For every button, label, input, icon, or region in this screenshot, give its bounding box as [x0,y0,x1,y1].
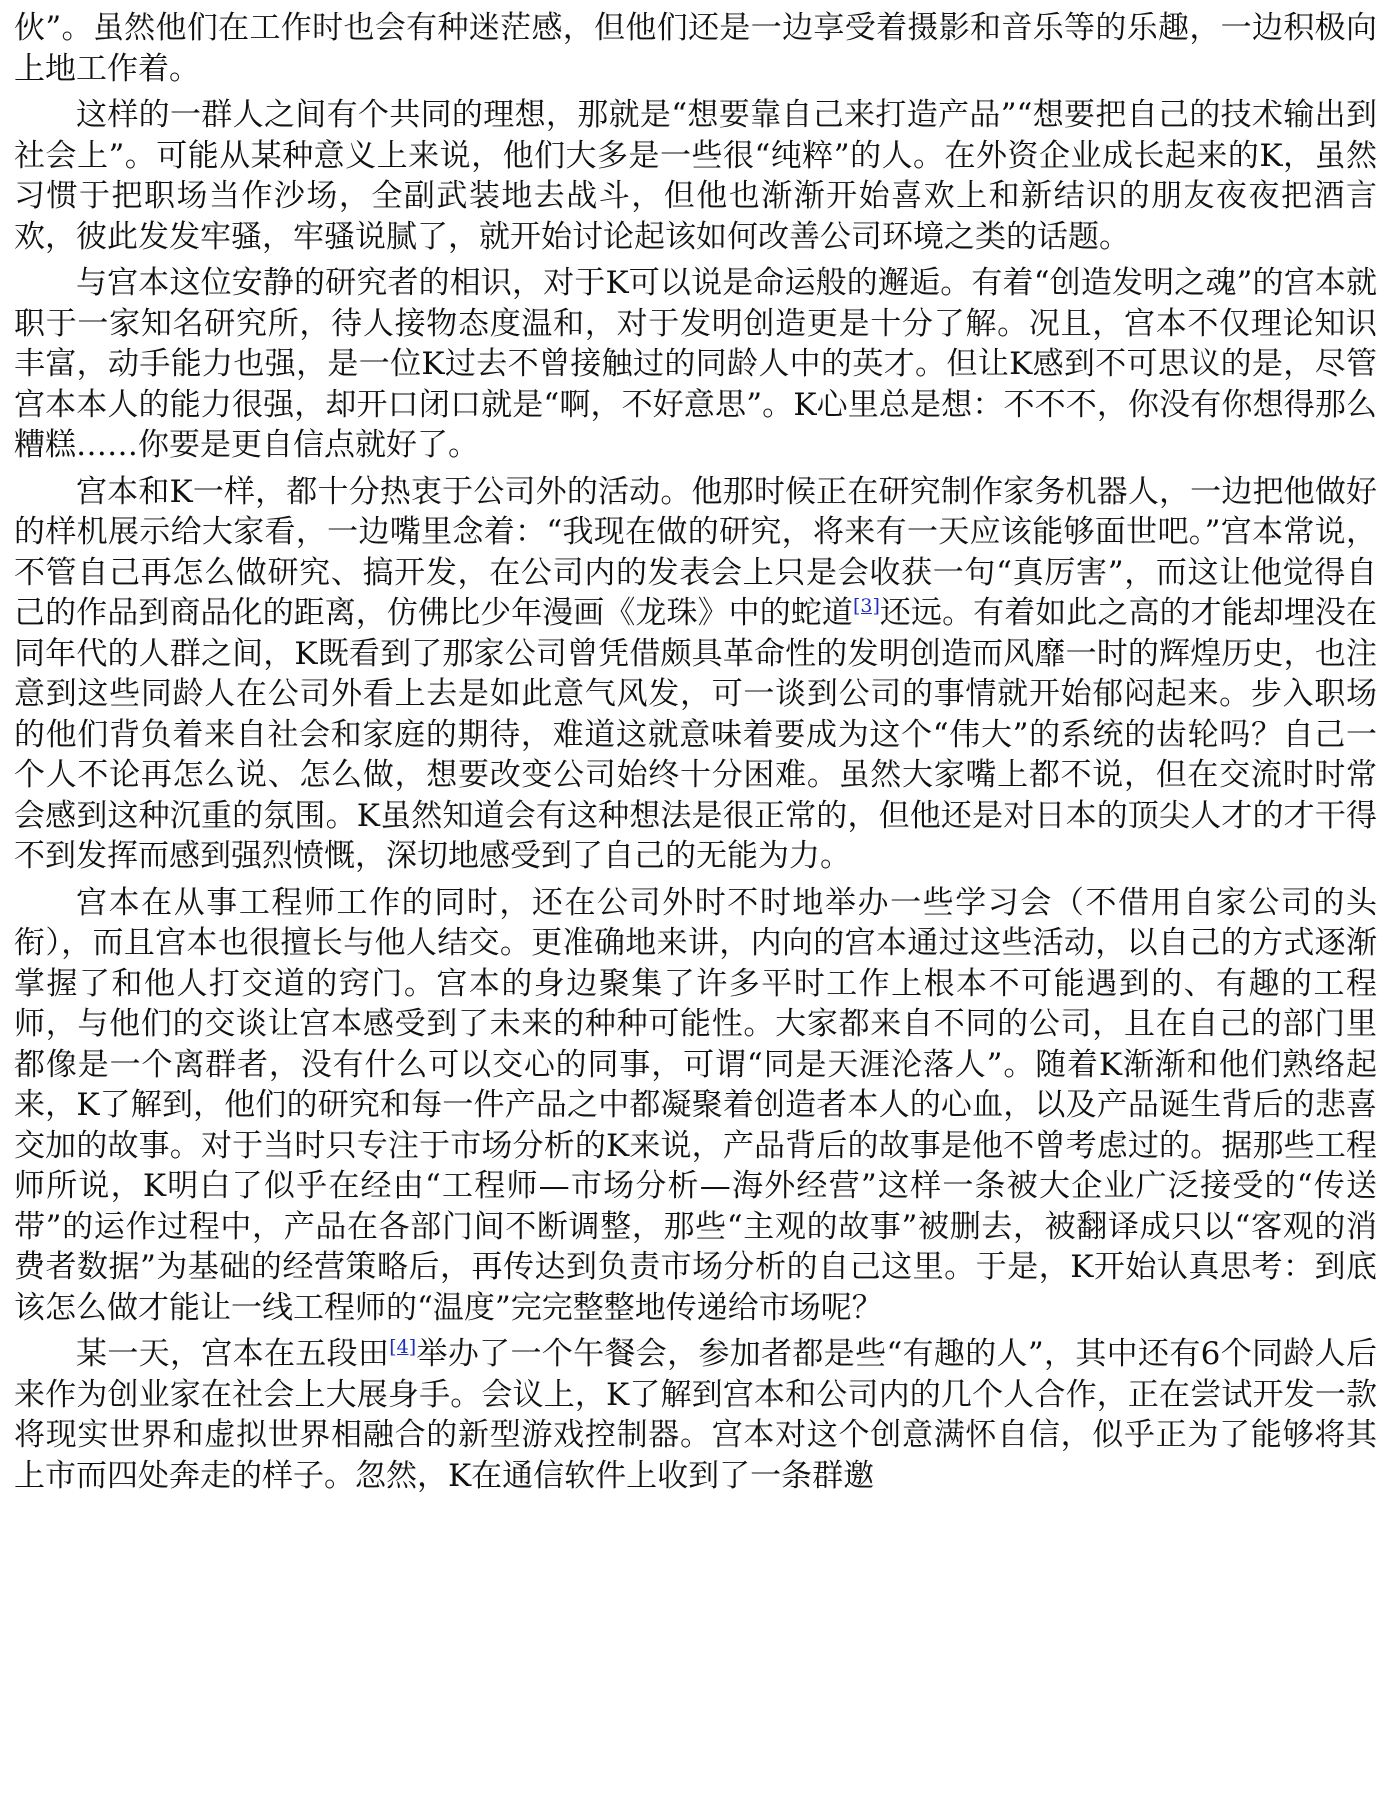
paragraph-text: 与宫本这位安静的研究者的相识，对于K可以说是命运般的邂逅。有着“创造发明之魂”的宫本就职于一家知名研究所，待人接物态度温和，对于发明创造更是十分了解。况且，宫本不仅理论知识丰富，动手能力也强，是一位K过去不曾接触过的同龄人中的英才。但让K感到不可思议的是，尽管宫本本人的能力很强，却开口闭口就是“啊，不好意思”。K心里总是想：不不不，你没有你想得那么糟糕……你要是更自信点就好了。 [14,265,1377,463]
paragraph-text: 举办了一个午餐会，参加者都是些“有趣的人”，其中还有6个同龄人后来作为创业家在社会上大展身手。会议上，K了解到宫本和公司内的几个人合作，正在尝试开发一款将现实世界和虚拟世界相融合的新型游戏控制器。宫本对这个创意满怀自信，似乎正为了能够将其上市而四处奔走的样子。忽然，K在通信软件上收到了一条群邀 [14,1336,1378,1494]
body-paragraph [14,472,1377,877]
body-paragraph [14,8,1377,89]
paragraph-text: 伙”。虽然他们在工作时也会有种迷茫感，但他们还是一边享受着摄影和音乐等的乐趣，一边积极向上地工作着。 [14,10,1377,87]
paragraph-text: 还远。有着如此之高的才能却埋没在同年代的人群之间，K既看到了那家公司曾凭借颇具革命性的发明创造而风靡一时的辉煌历史，也注意到这些同龄人在公司外看上去是如此意气风发，可一谈到公司的事情就开始郁闷起来。步入职场的他们背负着来自社会和家庭的期待，难道这就意味着要成为这个“伟大”的系统的齿轮吗？自己一个人不论再怎么说、怎么做，想要改变公司始终十分困难。虽然大家嘴上都不说，但在交流时时常会感到这种沉重的氛围。K虽然知道会有这种想法是很正常的，但他还是对日本的顶尖人才的才干得不到发挥而感到强烈愤慨，深切地感受到了自己的无能为力。 [14,595,1378,874]
paragraph-text: 这样的一群人之间有个共同的理想，那就是“想要靠自己来打造产品”“想要把自己的技术输出到社会上”。可能从某种意义上来说，他们大多是一些很“纯粹”的人。在外资企业成长起来的K，虽然习惯于把职场当作沙场，全副武装地去战斗，但他也渐渐开始喜欢上和新结识的朋友夜夜把酒言欢，彼此发发牢骚，牢骚说腻了，就开始讨论起该如何改善公司环境之类的话题。 [14,97,1377,255]
body-paragraph [14,95,1377,257]
footnote-link[interactable]: [4] [389,1336,417,1358]
body-paragraph [14,263,1377,466]
footnote-link[interactable]: [3] [852,595,880,617]
paragraph-text: 宫本在从事工程师工作的同时，还在公司外时不时地举办一些学习会（不借用自家公司的头衔），而且宫本也很擅长与他人结交。更准确地来讲，内向的宫本通过这些活动，以自己的方式逐渐掌握了和他人打交道的窍门。宫本的身边聚集了许多平时工作上根本不可能遇到的、有趣的工程师，与他们的交谈让宫本感受到了未来的种种可能性。大家都来自不同的公司，且在自己的部门里都像是一个离群者，没有什么可以交心的同事，可谓“同是天涯沦落人”。随着K渐渐和他们熟络起来，K了解到，他们的研究和每一件产品之中都凝聚着创造者本人的心血，以及产品诞生背后的悲喜交加的故事。对于当时只专注于市场分析的K来说，产品背后的故事是他不曾考虑过的。据那些工程师所说，K明白了似乎在经由“工程师—市场分析—海外经营”这样一条被大企业广泛接受的“传送带”的运作过程中，产品在各部门间不断调整，那些“主观的故事”被删去，被翻译成只以“客观的消费者数据”为基础的经营策略后，再传达到负责市场分析的自己这里。于是，K开始认真思考：到底该怎么做才能让一线工程师的“温度”完完整整地传递给市场呢？ [14,884,1377,1326]
body-paragraph [14,883,1377,1329]
paragraph-text: 某一天，宫本在五段田 [76,1336,390,1372]
paragraph-text: 宫本和K一样，都十分热衷于公司外的活动。他那时候正在研究制作家务机器人，一边把他做好的样机展示给大家看，一边嘴里念着：“我现在做的研究，将来有一天应该能够面世吧。”宫本常说，不管自己再怎么做研究、搞开发，在公司内的发表会上只是会收获一句“真厉害”，而这让他觉得自己的作品到商品化的距离，仿佛比少年漫画《龙珠》中的蛇道 [14,473,1377,631]
body-paragraph [14,1334,1377,1496]
